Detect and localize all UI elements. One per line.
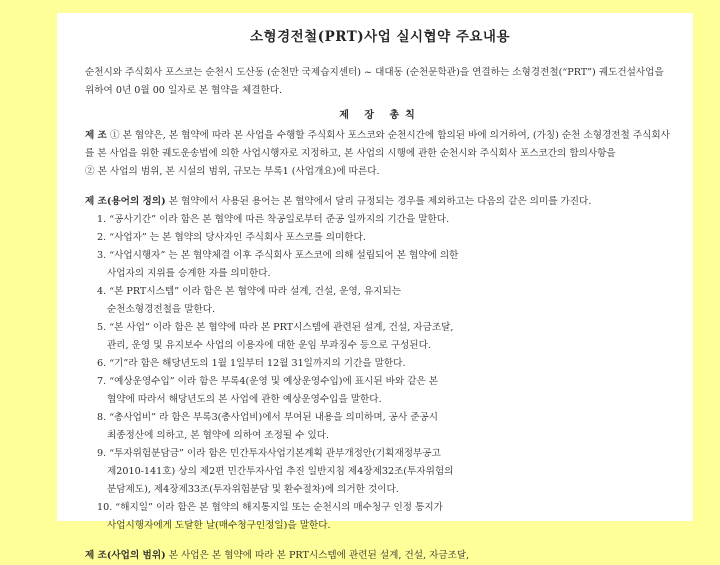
article-3 [85, 547, 675, 565]
article-1-heading: 제 조 [85, 130, 107, 141]
article-1-paragraph [85, 127, 675, 163]
definition-item-continued: 최종정산에 의하고, 본 협약에 의하여 조정될 수 있다. [107, 430, 330, 441]
article-1-clause-2: ② 본 사업의 범위, 본 시설의 범위, 규모는 부록1 (사업개요)에 따른다. [85, 166, 380, 177]
definition-item: 6. “기”라 함은 해당년도의 1월 1일부터 12월 31일까지의 기간을 말한다. [97, 358, 406, 369]
definition-item: 3. “사업시행자” 는 본 협약체결 이후 주식회사 포스코에 의해 설립되어 본 협약에 의한 [97, 250, 459, 261]
definition-item: 5. “본 사업” 이라 함은 본 협약에 따라 본 PRT시스템에 관련된 설계, 건설, 자금조달, [97, 322, 454, 333]
article-3-paragraph [85, 547, 675, 565]
definition-item: 1. “공사기간” 이라 함은 본 협약에 따른 착공일로부터 준공 일까지의 기간을 말한다. [97, 214, 450, 225]
article-3-text: 본 사업은 본 협약에 따라 본 PRT시스템에 관련된 설계, 건설, 자금조달, [168, 550, 470, 561]
definition-item: 2. “사업자” 는 본 협약의 당사자인 주식회사 포스코를 의미한다. [97, 232, 366, 243]
intro-paragraph: 순천시와 주식회사 포스코는 순천시 도산동 (순천만 국제습지센터) ~ 대대동 (순천문학관)을 연결하는 소형경전철(“PRT”) 궤도건설사업을 위하여 0년 0월 00 일자로 본 협약을 체결한다. [85, 67, 664, 96]
definition-item: 8. “총사업비” 라 함은 부록3(총사업비)에서 부여된 내용을 의미하며, 공사 준공시 [97, 412, 439, 423]
definition-item-continued: 분담제도), 제4장제33조(투자위험분담 및 환수절차)에 의거한 것이다. [107, 484, 399, 495]
definition-item: 4. “본 PRT시스템” 이라 함은 본 협약에 따라 설계, 건설, 운영, 유지되는 [97, 286, 401, 297]
article-2-heading: 제 조(용어의 정의) [85, 196, 166, 207]
definition-item: 7. “예상운영수입” 이라 함은 부록4(운영 및 예상운영수입)에 표시된 바와 같은 본 [97, 376, 439, 387]
article-3-heading: 제 조(사업의 범위) [85, 550, 166, 561]
definition-item-continued: 사업시행자에게 도달한 날(매수청구인정일)을 말한다. [107, 520, 331, 531]
definition-item-continued: 협약에 따라서 해당년도의 본 사업에 관한 예상운영수입을 말한다. [107, 394, 382, 405]
definition-item-continued: 제2010-141호) 상의 제2편 민간투자사업 추진 일반지침 제4장제32조(투자위험의 [107, 466, 454, 477]
article-1-clause-1: ① 본 협약은, 본 협약에 따라 본 사업을 수행할 주식회사 포스코와 순천시간에 합의된 바에 의거하여, (가칭) 순천 소형경전철 주식회사를 본 사업을 위한 궤도운송법에 의한 사업시행자로 지정하고, 본 사업의 시행에 관한 순천시와 주식회사 포스코간의 합의사항을 [85, 130, 670, 159]
definition-item-continued: 순천소형경전철을 말한다. [107, 304, 216, 315]
definition-item: 9. “투자위험분담금” 이라 함은 민간투자사업기본계획 관부개정안(기획재정부공고 [97, 448, 441, 459]
definition-item: 10. “해지일” 이라 함은 본 협약의 해지통지일 또는 순천시의 매수청구 인정 통지가 [97, 502, 443, 513]
document-title: 소형경전철(PRT)사업 실시협약 주요내용 [250, 29, 510, 45]
article-2-intro: 본 협약에서 사용된 용어는 본 협약에서 달리 규정되는 경우를 제외하고는 다음의 같은 의미를 가진다. [168, 196, 592, 207]
document-page [57, 13, 693, 561]
definition-item-continued: 사업자의 지위를 승계한 자를 의미한다. [107, 268, 271, 279]
definition-item-continued: 관리, 운영 및 유지보수 사업의 이용자에 대한 운임 부과징수 등으로 구성된다. [107, 340, 431, 351]
article-1 [85, 127, 675, 181]
article-2-paragraph [85, 193, 675, 211]
chapter-heading: 제 장 총칙 [339, 110, 421, 121]
article-2 [85, 193, 675, 535]
